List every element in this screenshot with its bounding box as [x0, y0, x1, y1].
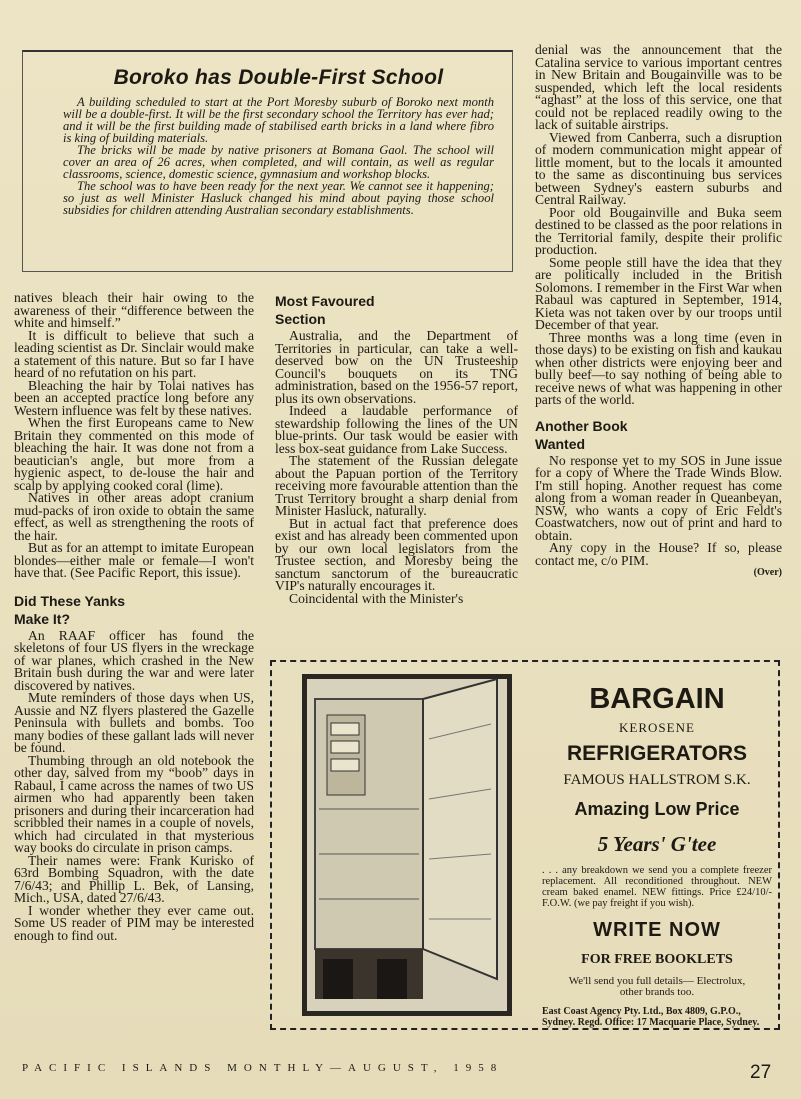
page-footer: PACIFIC ISLANDS MONTHLY—AUGUST, 1958 — [22, 1062, 504, 1074]
over-label: (Over) — [753, 567, 782, 578]
boroko-feature-box — [22, 50, 513, 272]
col3-para-2: Viewed from Canberra, such a disruption of modern communication might appear of little moment, but to the locals it amounted to the same as discontinuing bus services between Sydney's eastern suburbs and Central Railway. — [535, 129, 782, 207]
col2-para-2: Indeed a laudable performance of stewardship following the lines of the UN blue-prints. Our task would be easier with less box-seat guidance from Lake Success. — [275, 403, 518, 456]
ad-address: East Coast Agency Pty. Ltd., Box 4809, G.P.O., Sydney. Regd. Office: 17 Macquarie Place, Sydney. — [542, 1006, 760, 1028]
col3-para-1: denial was the announcement that the Catalina service to various important centres in New Britain and Bougainville was to be suspended, which left the local residents “aghast” at the loss of this service, one that could not be replaced readily owing to the lack of suitable airstrips. — [535, 42, 782, 132]
col1-yanks-para-5: I wonder whether they ever came out. Some US reader of PIM may be interested enough to find out. — [14, 902, 254, 943]
refrigerator-advert — [270, 660, 780, 1030]
col2-para-3: The statement of the Russian delegate about the Papuan portion of the Territory receiving more favourable attention than the Trust Territory brought a sharp denial from Minister Hasluck, naturally. — [275, 453, 518, 518]
boroko-title: Boroko has Double-First School — [113, 66, 444, 89]
column-right — [535, 44, 782, 580]
col1-para-6: But as for an attempt to imitate European blondes—either male or female—I won't have that. (See Pacific Report, this issue). — [14, 540, 254, 580]
col1-yanks-para-4: Their names were: Frank Kurisko of 63rd Bombing Squadron, with the date 7/6/43; and Phillip L. Bek, of Lansing, Mich., USA, dated 27/6/43. — [14, 852, 254, 905]
boroko-para-2: The bricks will be made by native prisoners at Bomana Gaol. The school will cover an area of 26 acres, when completed, and will contain, as well as regular classrooms, science, domestic science, gymnasium and workshop blocks. — [63, 143, 494, 181]
col1-para-5: Natives in other areas adopt cranium mud-packs of iron oxide to obtain the same effect, as well as strengthening the roots of the hair. — [14, 490, 254, 543]
ad-breakdown-text: . . . any breakdown we send you a complete freezer replacement. All reconditioned throughout. NEW cream baked enamel. NEW fittings. Price £24/10/- F.O.W. (we pay freight if you wish). — [542, 865, 772, 909]
col2-para-5: Coincidental with the Minister's — [289, 590, 464, 606]
col3-para-4: Some people still have the idea that they are politically included in the British Solomons. I remember in the First War when Rabaul was captured in September, 1914, Kieta was not taken over by our troops until December of that year. — [535, 254, 782, 332]
col1-yanks-para-3: Thumbing through an old notebook the other day, salved from my “boob” days in Rabaul, I came across the names of two US airmen who had apparently been taken prisoners and during their incarceration had scribbled their names in a couple of novels, which had circulated in that mysterious way books do circulate in prison camps. — [14, 752, 254, 855]
col3-para-3: Poor old Bougainville and Buka seem destined to be classed as the poor relations in the Territorial family, despite their prolific production. — [535, 204, 782, 257]
ad-bargain: BARGAIN — [589, 683, 725, 715]
ad-low-price: Amazing Low Price — [574, 799, 740, 819]
column-middle — [275, 292, 518, 605]
col1-para-4: When the first Europeans came to New Britain they commented on this mode of bleaching the hair. It was done not from a beautician's angle, but more from a hygienic aspect, to de-louse the hair and scalp by applying cooked coral (lime). — [14, 415, 254, 493]
favoured-heading: Most Favoured Section — [275, 293, 375, 327]
col1-para-3: Bleaching the hair by Tolai natives has been an accepted practice long before any Western influence was felt by these natives. — [14, 377, 254, 418]
col3-para-5: Three months was a long time (even in those days) to be existing on fish and kaukau when other districts were enjoying beer and bully beef—to say nothing of being able to receive news of what was happening in other parts of the world. — [535, 329, 782, 407]
col2-para-4: But in actual fact that preference does exist and has already been commented upon by our own local legislators from the Trustee section, and Moresby being the sanctum sanctorum of the bureaucratic VIP's naturally encourages it. — [275, 515, 518, 593]
page-number: 27 — [750, 1062, 772, 1083]
ad-guarantee: 5 Years' G'tee — [597, 832, 717, 856]
col2-para-1: Australia, and the Department of Territories in particular, can take a well-deserved bow on the UN Trusteeship Council's bouquets on its TNG administration, based on the 1956-57 report, plus its own observations. — [275, 328, 518, 406]
col1-yanks-para-2: Mute reminders of those days when US, Aussie and NZ flyers plastered the Gazelle Peninsula with bullets and bombs. Too many bodies of these gallant lads will never be found. — [14, 690, 254, 755]
refrigerator-illustration — [307, 679, 507, 1011]
ad-refrigerators: REFRIGERATORS — [566, 742, 748, 765]
col1-para-2: It is difficult to believe that such a leading scientist as Dr. Sinclair would make a statement of this nature. But so far I have heard of no refutation on his part. — [14, 327, 254, 380]
ad-kerosene: KEROSENE — [619, 720, 695, 735]
ad-hallstrom: FAMOUS HALLSTROM S.K. — [563, 772, 751, 788]
col1-yanks-para-1: An RAAF officer has found the skeletons of four US flyers in the wreckage of war planes, which crashed in the New Britain bush during the war and were later discovered by natives. — [14, 627, 254, 693]
column-left — [14, 292, 254, 942]
col3-book-para-1: No response yet to my SOS in June issue for a copy of Where the Trade Winds Blow. I'm still hoping. Another request has come along from a woman reader in Queanbeyan, NSW, who wants a copy of Eric Feldt's Coastwatchers, now out of print and hard to obtain. — [535, 452, 782, 543]
ad-write-now: WRITE NOW — [593, 919, 721, 941]
ad-details: We'll send you full details— Electrolux, other brands too. — [568, 975, 746, 998]
col3-book-para-2: Any copy in the House? If so, please contact me, c/o PIM. — [535, 540, 782, 568]
yanks-heading: Did These Yanks Make It? — [14, 592, 126, 627]
boroko-para-1: A building scheduled to start at the Port Moresby suburb of Boroko next month will be a double-first. It will be the first secondary school the Territory has ever had; and it will be the first building made of stabilised earth bricks in a land where fibro is king of building materials. — [63, 95, 494, 145]
refrigerator-photo — [302, 674, 512, 1016]
col1-para-1: natives bleach their hair owing to the awareness of their “difference between the white and himself.” — [14, 290, 254, 330]
ad-free-booklets: FOR FREE BOOKLETS — [581, 952, 733, 967]
book-wanted-heading: Another Book Wanted — [535, 417, 628, 452]
boroko-para-3: The school was to have been ready for the next year. We cannot see it happening; so just as well Minister Hasluck changed his mind about paying those school subsidies for children attending Australian secondary establishments. — [63, 179, 494, 217]
advert-copy — [542, 670, 772, 1028]
